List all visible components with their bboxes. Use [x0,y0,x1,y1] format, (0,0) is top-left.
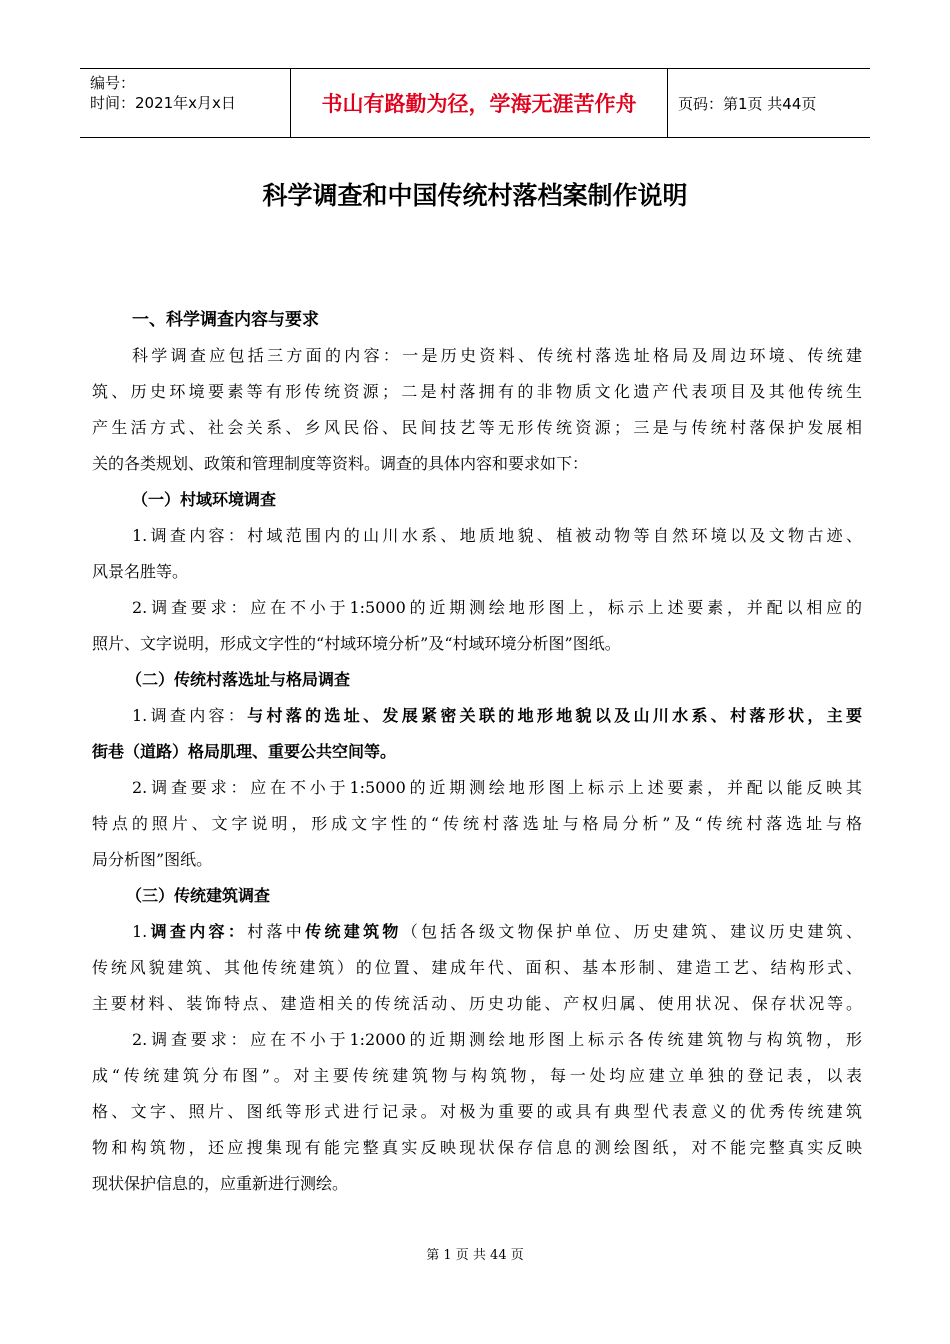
paragraph-line [92,410,862,446]
text-run: 一、科学调查内容与要求 [132,310,319,330]
text-run: 1. [132,922,148,941]
text-run: 2.调查要求：应在不小于1:5000的近期测绘地形图上，标示上述要素，并配以相应的 [132,598,862,617]
paragraph-line [92,1130,862,1166]
text-run: 科学调查应包括三方面的内容：一是历史资料、传统村落选址格局及周边环境、传统建 [132,346,862,365]
document-header [80,68,870,138]
paragraph-line [92,914,862,950]
text-run: 特点的照片、文字说明，形成文字性的“传统村落选址与格局分析”及“传统村落选址与格 [92,814,862,833]
document-time-label: 时间：2021年x月x日 [90,94,236,112]
text-run: 街巷（道路）格局肌理、重要公共空间等。 [92,742,397,761]
paragraph-line [92,698,862,734]
section-heading [92,482,862,518]
text-run: （包括各级文物保护单位、历史建筑、建议历史建筑、 [401,922,862,941]
paragraph-line [92,1094,862,1130]
text-run: 1.调查内容：村域范围内的山川水系、地质地貌、植被动物等自然环境以及文物古迹、 [132,526,862,545]
section-heading [92,662,862,698]
text-run: 成“传统建筑分布图”。对主要传统建筑物与构筑物，每一处均应建立单独的登记表，以表 [92,1066,862,1085]
paragraph-line [92,374,862,410]
paragraph-line [92,770,862,806]
header-motto: 书山有路勤为径，学海无涯苦作舟 [291,69,668,137]
paragraph-line [92,338,862,374]
paragraph-line [92,1166,862,1202]
paragraph-line [92,1022,862,1058]
text-run: （三）传统建筑调查 [126,886,271,905]
paragraph-line [92,950,862,986]
text-run: 关的各类规划、政策和管理制度等资料。调查的具体内容和要求如下： [92,454,589,473]
section-heading [92,302,862,338]
paragraph-line [92,554,862,590]
header-meta-cell [80,69,291,137]
text-run: 传统建筑物 [305,922,402,941]
text-run: 主要材料、装饰特点、建造相关的传统活动、历史功能、产权归属、使用状况、保存状况等。 [92,994,862,1013]
text-run: 物和构筑物，还应搜集现有能完整真实反映现状保存信息的测绘图纸，对不能完整真实反映 [92,1138,862,1157]
page-footer: 第 1 页 共 44 页 [426,1248,524,1263]
document-body [92,302,862,1202]
paragraph-line [92,842,862,878]
text-run: 传统风貌建筑、其他传统建筑）的位置、建成年代、面积、基本形制、建造工艺、结构形式、 [92,958,862,977]
text-run: 与村落的选址、发展紧密关联的地形地貌以及山川水系、村落形状，主要 [247,706,862,725]
text-run: 筑、历史环境要素等有形传统资源；二是村落拥有的非物质文化遗产代表项目及其他传统生 [92,382,862,401]
header-page-info: 页码：第1页 共44页 [678,94,817,113]
paragraph-line [92,626,862,662]
text-run: 格、文字、照片、图纸等形式进行记录。对极为重要的或具有典型代表意义的优秀传统建筑 [92,1102,862,1121]
text-run: （二）传统村落选址与格局调查 [126,670,351,689]
paragraph-line [92,446,862,482]
text-run: 2.调查要求：应在不小于1:2000的近期测绘地形图上标示各传统建筑物与构筑物，形 [132,1030,862,1049]
paragraph-line [92,986,862,1022]
text-run: 现状保护信息的，应重新进行测绘。 [92,1174,349,1193]
paragraph-line [92,806,862,842]
text-run: 2.调查要求：应在不小于1:5000的近期测绘地形图上标示上述要素，并配以能反映其 [132,778,862,797]
text-run: （一）村域环境调查 [132,490,277,509]
text-run: 1.调查内容： [132,706,248,725]
document-title: 科学调查和中国传统村落档案制作说明 [262,181,688,210]
document-number-label: 编号： [90,74,136,92]
paragraph-line [92,518,862,554]
paragraph-line [92,590,862,626]
text-run: 局分析图”图纸。 [92,850,213,869]
text-run: 风景名胜等。 [92,562,189,581]
text-run: 村落中 [247,922,306,941]
text-run: 照片、文字说明，形成文字性的“村域环境分析”及“村域环境分析图”图纸。 [92,634,621,653]
text-run: 产生活方式、社会关系、乡风民俗、民间技艺等无形传统资源；三是与传统村落保护发展相 [92,418,862,437]
paragraph-line [92,1058,862,1094]
paragraph-line [92,734,862,770]
text-run: 调查内容： [147,922,248,941]
section-heading [92,878,862,914]
